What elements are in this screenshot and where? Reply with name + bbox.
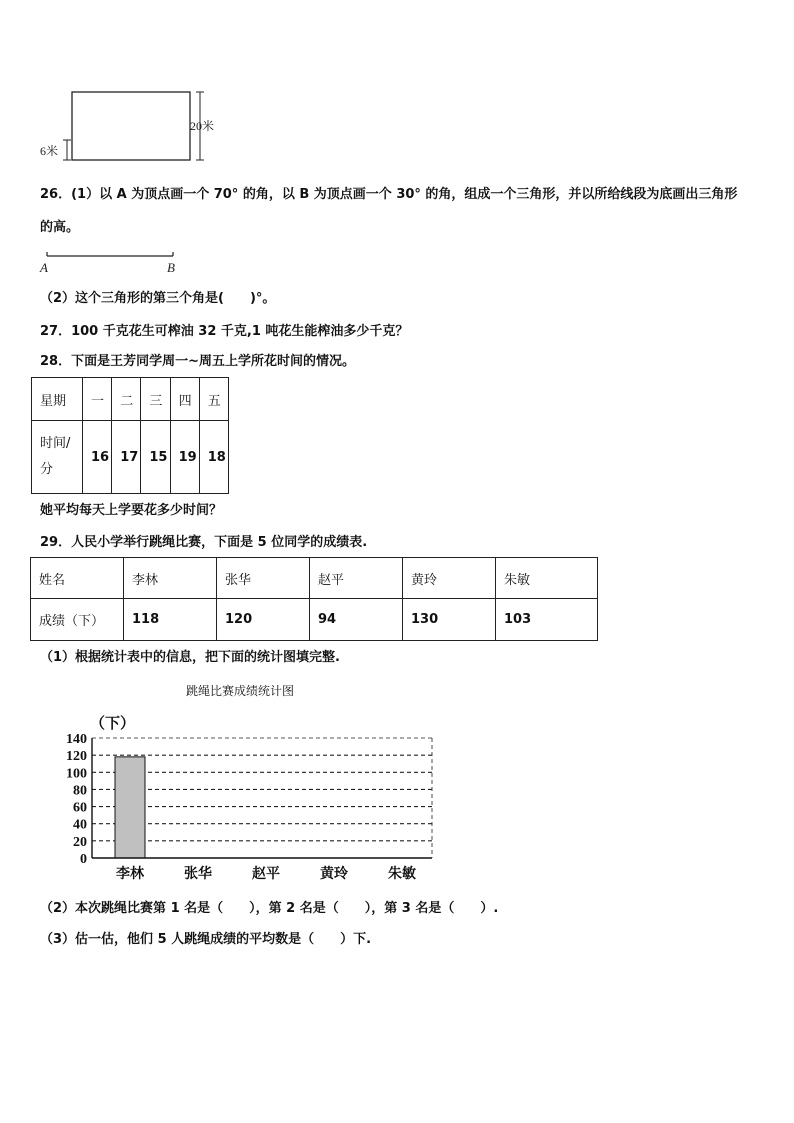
q28-value-row <box>32 421 229 494</box>
q29-header-cell: 张华 <box>217 558 310 599</box>
x-tick-label: 朱敏 <box>388 866 416 882</box>
q29-header-cell: 黄玲 <box>403 558 496 599</box>
segment-ab <box>36 248 196 276</box>
q28-value-cell: 18 <box>199 421 228 494</box>
x-tick-label: 赵平 <box>252 866 280 882</box>
q29-text: 29．人民小学举行跳绳比赛，下面是 5 位同学的成绩表. <box>40 535 368 550</box>
q29-header-row <box>31 558 598 599</box>
rectangle-figure <box>30 82 240 170</box>
y-tick-label: 100 <box>66 766 87 782</box>
q29-part1: （1）根据统计表中的信息，把下面的统计图填完整. <box>40 650 340 665</box>
y-tick-label: 80 <box>73 783 87 799</box>
q28-row-label-line2: 分 <box>40 462 54 477</box>
q29-score-cell: 120 <box>217 599 310 641</box>
q27-text: 27．100 千克花生可榨油 32 千克,1 吨花生能榨油多少千克？ <box>40 324 409 339</box>
q29-part3: （3）估一估，他们 5 人跳绳成绩的平均数是（ ）下. <box>40 932 372 947</box>
x-tick-label: 李林 <box>116 866 144 882</box>
y-tick-label: 40 <box>73 817 87 833</box>
q29-header-cell: 李林 <box>124 558 217 599</box>
side-length-label: 20米 <box>190 119 215 133</box>
q26-part2: （2）这个三角形的第三个角是( )°。 <box>40 291 276 306</box>
q28-header-cell: 二 <box>112 378 141 421</box>
q26-line2: 的高。 <box>40 220 80 235</box>
q29-score-cell: 94 <box>310 599 403 641</box>
rectangle-shape <box>72 92 190 160</box>
y-axis-unit-label: （下） <box>90 714 136 732</box>
q28-text: 28．下面是王芳同学周一~周五上学所花时间的情况。 <box>40 354 355 369</box>
q29-table <box>30 557 598 641</box>
bar-chart <box>60 708 450 888</box>
y-tick-label: 20 <box>73 834 87 850</box>
q29-score-label: 成绩（下） <box>31 599 124 641</box>
q29-score-cell: 103 <box>496 599 598 641</box>
q28-header-row <box>32 378 229 421</box>
q29-score-row <box>31 599 598 641</box>
q28-value-cell: 15 <box>141 421 170 494</box>
q29-header-cell: 姓名 <box>31 558 124 599</box>
y-tick-label: 120 <box>66 749 87 765</box>
y-tick-label: 0 <box>80 852 87 867</box>
x-tick-label: 张华 <box>184 866 212 882</box>
q28-question: 她平均每天上学要花多少时间？ <box>40 503 223 518</box>
q29-header-cell: 赵平 <box>310 558 403 599</box>
q28-header-cell: 五 <box>199 378 228 421</box>
y-tick-label: 140 <box>66 732 87 747</box>
q28-value-cell: 19 <box>170 421 199 494</box>
q28-value-cell: 16 <box>83 421 112 494</box>
q26-line1: 26．(1）以 A 为顶点画一个 70° 的角，以 B 为顶点画一个 30° 的角，组成一个三角形，并以所给线段为底画出三角形 <box>40 187 738 202</box>
q29-part2: （2）本次跳绳比赛第 1 名是（ ），第 2 名是（ ），第 3 名是（ ）. <box>40 901 499 916</box>
y-tick-label: 60 <box>73 800 87 816</box>
q28-header-cell: 一 <box>83 378 112 421</box>
q28-header-cell: 星期 <box>32 378 83 421</box>
q29-score-cell: 130 <box>403 599 496 641</box>
bottom-height-label: 6米 <box>40 144 59 158</box>
q29-header-cell: 朱敏 <box>496 558 598 599</box>
chart-title: 跳绳比赛成绩统计图 <box>186 684 295 698</box>
q29-score-cell: 118 <box>124 599 217 641</box>
q28-row-label <box>32 421 83 494</box>
bar <box>115 757 145 858</box>
q28-header-cell: 三 <box>141 378 170 421</box>
point-b-label: B <box>167 260 175 275</box>
point-a-label: A <box>40 260 48 275</box>
q28-header-cell: 四 <box>170 378 199 421</box>
chart-bars <box>115 757 145 858</box>
q28-value-cell: 17 <box>112 421 141 494</box>
x-tick-label: 黄玲 <box>320 866 348 882</box>
q28-table <box>31 377 229 494</box>
q28-row-label-line1: 时间/ <box>40 436 71 451</box>
